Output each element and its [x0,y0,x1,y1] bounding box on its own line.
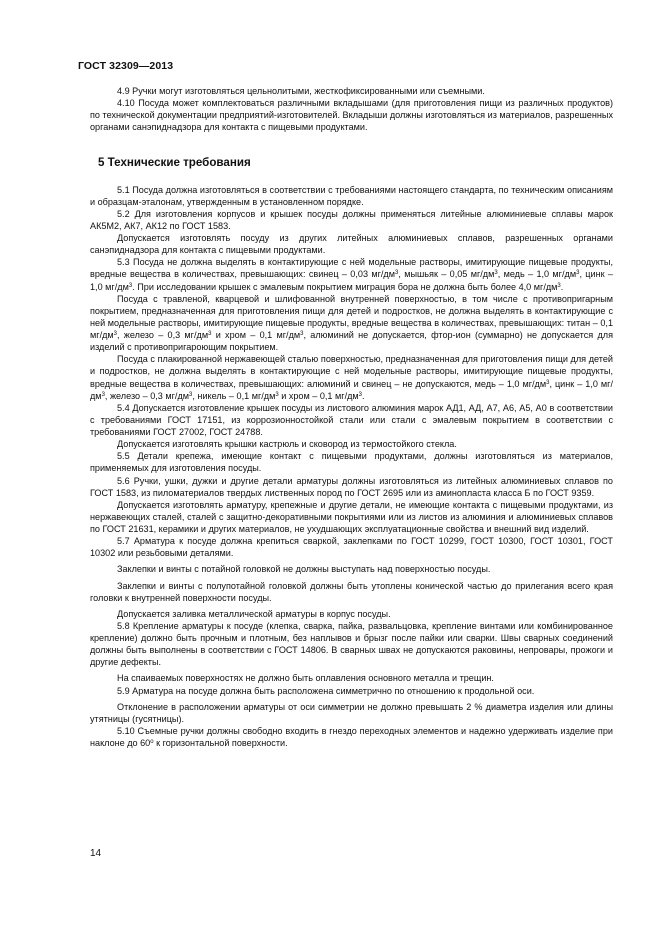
paragraph-4-9: 4.9 Ручки могут изготовляться цельнолитыми, жесткофиксированными или съемными. [117,86,485,96]
superscript: 3 [275,391,279,398]
superscript: 3 [494,270,498,277]
text-fragment: , алюминий не допускается, фтор-ион (суммарно) не допускается для изделий с противопригароющим покрытием. [90,330,613,353]
superscript: 3 [113,331,117,337]
paragraph-5-5: 5.5 Детали крепежа, имеющие контакт с пищевыми продуктами, должны изготовляться из материалов, применяемых для изготовления посуды. [90,451,613,474]
section-title-5: 5 Технические требования [98,155,251,169]
paragraph-5-6: 5.6 Ручки, ушки, дужки и другие детали арматуры должны изготовляться из литейных алюминиевых сплавов по ГОСТ 1583, из пиломатериалов твердых лиственных пород по ГОСТ 2695 или из аминопласта класса Б по ГОСТ 9359. [90,475,613,498]
page-number: 14 [90,848,102,859]
paragraph-5-4b: Допускается изготовлять крышки кастрюль и сковород из термостойкого стекла. [117,439,457,450]
paragraph-5-3-clad [90,353,613,402]
paragraph-5-8b: На спаиваемых поверхностях не должно быть оплавления основного металла и трещин. [117,673,494,684]
text-fragment: к горизонтальной поверхности. [153,738,288,748]
paragraph-5-9b: Отклонение в расположении арматуры от оси симметрии не должно превышать 2 % диаметра изделия или длины утятницы (гусятницы). [90,701,613,724]
text-fragment: 5.3 Посуда не должна выделять в контактирующие с ней модельные растворы, имитирующие пищевые продукты, вредные вещества в количествах, превышающих: свинец – 0,03 мг/дм [90,257,613,280]
text-fragment: , никель – 0,1 мг/дм [192,390,276,401]
text-fragment: и хром – 0,1 мг/дм [211,330,301,340]
text-fragment: , медь – 1,0 мг/дм [497,269,577,280]
paragraph-5-10 [90,725,613,749]
paragraph-5-7b: Заклепки и винты с потайной головкой не должны выступать над поверхностью посуды. [117,564,491,575]
superscript: 3 [546,379,550,386]
paragraph-4-10: 4.10 Посуда может комплектоваться различными вкладышами (для приготовления пищи из различных продуктов) по технической документации предприятий-изготовителей. Вкладыши должны изготовляться из материалов, разрешенных органами санэпиднадзора для контакта с пищевыми продуктами. [90,98,613,133]
superscript: 3 [557,282,561,289]
superscript: 3 [395,270,399,277]
superscript: 3 [300,331,304,337]
text-fragment: и хром – 0,1 мг/дм [278,390,359,401]
superscript: 3 [358,391,363,398]
paragraph-5-2: 5.2 Для изготовления корпусов и крышек посуды должны применяться литейные алюминиевые сплавы марок АК5М2, АК7, АК12 по ГОСТ 1583. [90,208,613,231]
paragraph-5-1: 5.1 Посуда должна изготовляться в соответствии с требованиями настоящего стандарта, по техническим описаниям и образцам-эталонам, утвержденным в установленном порядке. [90,184,613,207]
text-fragment: , железо – 0,3 мг/дм [104,390,190,401]
superscript: 3 [208,331,212,337]
paragraph-5-3-etched [90,293,613,354]
paragraph-5-8: 5.8 Крепление арматуры к посуде (клепка, сварка, пайка, развальцовка, крепление винтами или комбинированное крепление) должно быть прочным и плотным, без наплывов и брызг после пайки или сварки. Швы сварных соединений должны быть выполнены в соответствии с ГОСТ 14806. В сварных швах не допускаются раковины, непровары, прожоги и другие дефекты. [90,620,613,668]
text-fragment: . [560,281,564,292]
text-fragment: . [362,390,365,401]
paragraph-5-7: 5.7 Арматура к посуде должна крепиться сваркой, заклепками по ГОСТ 10299, ГОСТ 10300, ГОСТ 10301, ГОСТ 10302 или резьбовыми деталями. [90,536,613,559]
text-fragment: 5.10 Съемные ручки должны свободно входить в гнездо переходных элементов и надежно удерживать изделие при наклоне до 60 [90,725,613,748]
document-header: ГОСТ 32309—2013 [78,60,174,72]
superscript: 3 [189,391,193,398]
paragraph-5-2b: Допускается изготовлять посуду из других литейных алюминиевых сплавов, разрешенных органами санэпиднадзора для контакта с пищевыми продуктами. [90,233,613,256]
paragraph-5-9: 5.9 Арматура на посуде должна быть расположена симметрично по отношению к продольной оси. [117,685,535,696]
paragraph-5-3 [90,256,613,292]
superscript: 3 [128,282,133,289]
text-fragment: . При исследовании крышек с эмалевым покрытием миграция бора не должна быть более 4,0 мг/дм [132,281,558,292]
text-fragment: Посуда с плакированной нержавеющей сталью поверхностью, предназначенная для приготовления пищи для детей и подростков, не должна выделять в контактирующие с ней модельные растворы, имитирующие пищевые продукты, вредные вещества в количествах, превышающих: алюминий и свинец – не допускаются, медь – 1,0 мг/дм [90,354,613,389]
text-fragment: , мышьяк – 0,05 мг/дм [398,269,495,280]
degree-sign: о [150,739,154,745]
paragraph-5-6b: Допускается изготовлять арматуру, крепежные и другие детали, не имеющие контакта с пищевыми продуктами, из нержавеющих сталей, сталей с защитно-декоративными покрытиями или из листов из алюминия и алюминиевых сплавов по ГОСТ 21631, керамики и других материалов, не ухудшающих эксплуатационные свойства и внешний вид изделий. [90,499,613,534]
text-fragment: , железо – 0,3 мг/дм [117,330,209,340]
superscript: 3 [576,270,580,277]
paragraph-5-7d: Допускается заливка металлической арматуры в корпус посуды. [117,608,391,619]
document-body [90,85,613,749]
paragraph-5-4: 5.4 Допускается изготовление крышек посуды из листового алюминия марок АД1, АД, А7, А6, А5, А0 в соответствии с требованиями ГОСТ 17151, из коррозионностойкой стали или стали с эмалевым покрытием в соответствии с требованиями ГОСТ 27002, ГОСТ 24788. [90,402,613,437]
superscript: 3 [101,391,105,398]
text-fragment: , цинк – 1,0 мг/дм [90,378,614,401]
text-fragment: Посуда с травленой, кварцевой и шлифованной внутренней поверхностью, в том числе с противопригарным покрытием, предназначенная для приготовления пищи для детей и подростков, не должна выделять в контактирующие с ней модельные растворы, имитирующие пищевые продукты, вредные вещества в количествах, превышающих: титан – 0,1 мг/дм [90,293,613,340]
paragraph-5-7c: Заклепки и винты с полупотайной головкой должны быть утоплены конической частью до прилегания всего края головки к внутренней поверхности посуды. [90,580,613,603]
text-fragment: , цинк – 1,0 мг/дм [90,269,613,292]
